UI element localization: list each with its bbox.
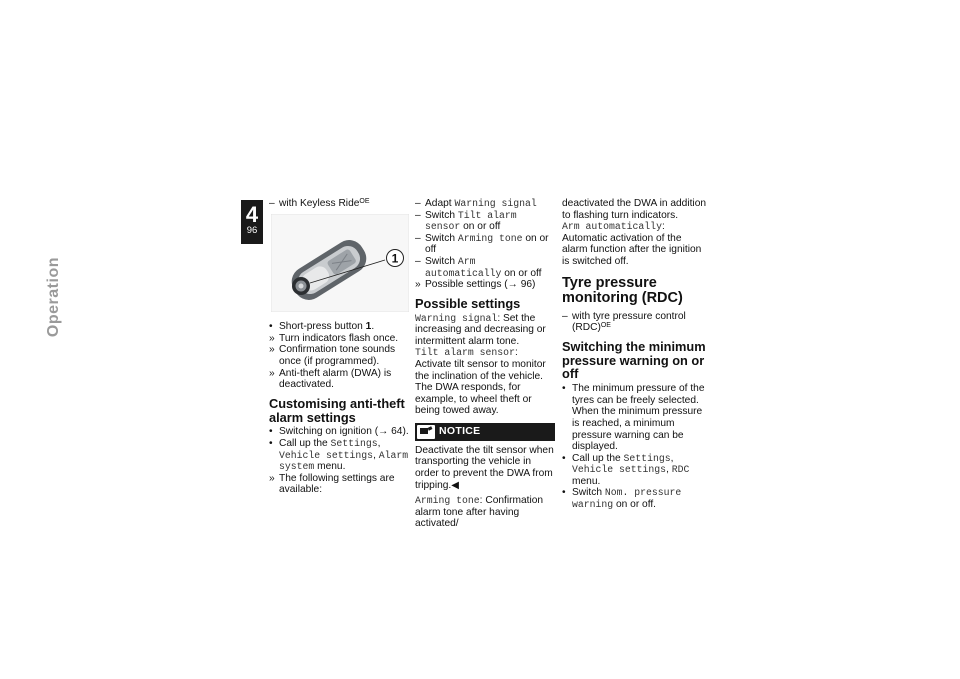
heading-rdc: Tyre pressure monitoring (RDC) — [562, 274, 683, 307]
dash-item-tilt: – Switch Tilt alarm sensor on or off — [415, 209, 517, 233]
notice-label: NOTICE — [439, 424, 481, 437]
result-tone: » Confirmation tone sounds once (if programmed). — [269, 344, 396, 367]
arrow-icon: → — [378, 426, 389, 438]
end-mark-icon: ◀ — [451, 479, 460, 491]
column-2 — [415, 198, 555, 530]
para-arming-tone: Arming tone: Confirmation alarm tone after having activated/ — [415, 495, 544, 530]
result-deactivated: » Anti-theft alarm (DWA) is deactivated. — [269, 367, 392, 391]
heading-possible-settings: Possible settings — [415, 295, 521, 311]
notice-banner — [415, 423, 555, 441]
section-label: Operation — [45, 257, 62, 338]
dash-item-keyless: – with Keyless Ride$^{OE}$ — [269, 198, 370, 209]
arrow-icon: → — [507, 279, 518, 291]
bullet-call-rdc-menu: • Call up the Settings, Vehicle settings, RDC menu. — [562, 452, 690, 487]
para-continued: deactivated the DWA in addition to flashing turn indicators. — [562, 198, 707, 221]
chapter-number: 4 — [245, 202, 259, 227]
dash-item-warning-signal: – Adapt Warning signal — [415, 198, 537, 209]
notice-text: Deactivate the tilt sensor when transporting the vehicle in order to prevent the DWA from tripping.◀ — [415, 444, 554, 491]
bullet-step-short-press: • Short-press button 1. — [269, 321, 375, 333]
result-flash: » Turn indicators flash once. — [269, 332, 399, 344]
bullet-ignition: • Switching on ignition (→ 64). — [269, 426, 409, 438]
para-warning-signal: Warning signal: Set the increasing and decreasing or intermittent alarm tone. — [415, 312, 546, 347]
key-fob-figure — [271, 214, 409, 312]
result-settings-available: » The following settings are available: — [269, 472, 395, 496]
result-possible-settings: » Possible settings (→ 96) — [415, 279, 536, 291]
dash-item-arming-tone: – Switch Arming tone on or off — [415, 232, 549, 256]
dash-item-rdc: – with tyre pressure control (RDC)$^{OE}$ — [562, 310, 686, 334]
dash-item-arm-auto: – Switch Arm automatically on or off — [415, 255, 542, 279]
page-number: 96 — [246, 225, 258, 236]
column-3 — [562, 198, 707, 511]
bullet-min-pressure: • The minimum pressure of the tyres can be freely selected. When the minimum pressure is reached, a minimum pressure warning can be displayed. — [562, 383, 705, 453]
bullet-call-menu: • Call up the Settings, Vehicle settings, Alarm system menu. — [269, 437, 409, 473]
callout-1: 1 — [391, 251, 399, 266]
bullet-switch-nom-pressure: • Switch Nom. pressure warning on or off. — [562, 487, 682, 511]
heading-customising: Customising anti-theft alarm settings — [269, 395, 405, 425]
motorcycle-transport-icon — [417, 425, 435, 439]
heading-min-pressure: Switching the minimum pressure warning on or off — [562, 338, 706, 382]
para-tilt-sensor: Tilt alarm sensor: Activate tilt sensor to monitor the inclination of the vehicle. The DWA responds, for example, to wheel theft or being towed away. — [415, 347, 546, 417]
column-1 — [269, 198, 409, 496]
para-arm-auto: Arm automatically: Automatic activation of the alarm function after the ignition is switched off. — [562, 221, 702, 267]
